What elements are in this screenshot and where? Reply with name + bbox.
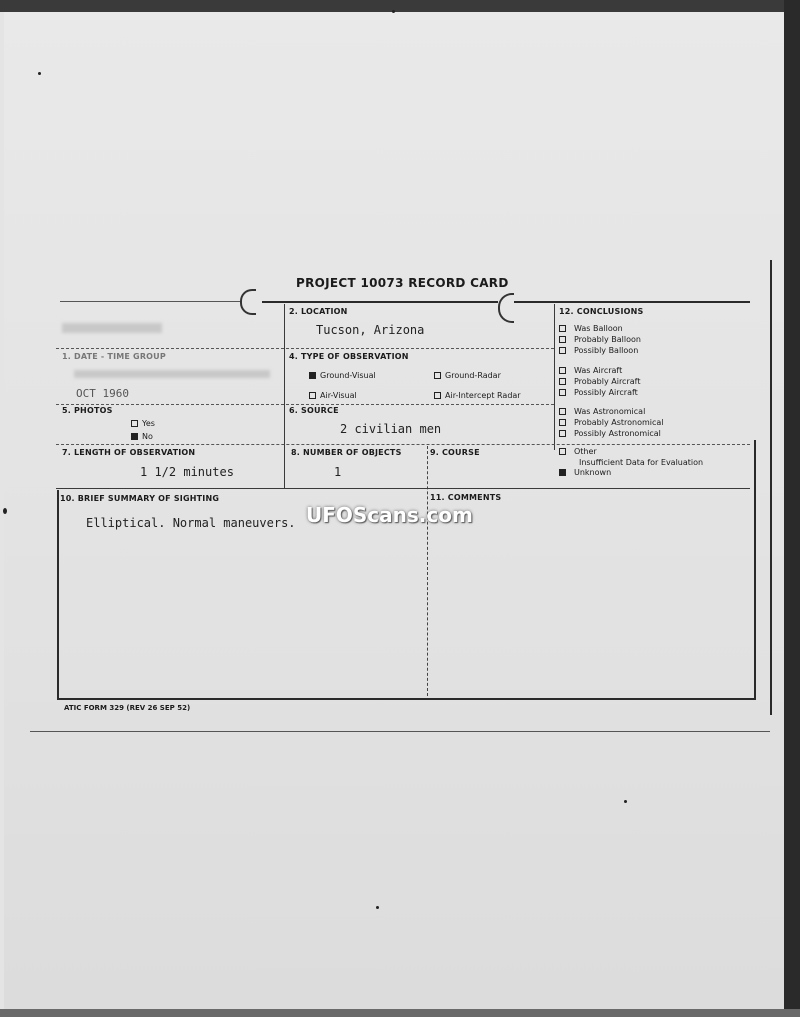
- checkbox: [131, 420, 138, 427]
- type-air-visual: Air-Visual: [309, 391, 357, 400]
- checkbox: [559, 378, 566, 385]
- row-divider: [56, 348, 554, 349]
- top-rule: [514, 301, 750, 303]
- checkbox: [559, 347, 566, 354]
- summary-label: 10. BRIEF SUMMARY OF SIGHTING: [60, 494, 220, 503]
- top-rule: [262, 301, 498, 303]
- checkbox: [559, 336, 566, 343]
- redacted-area: [62, 323, 162, 333]
- checkbox: [559, 419, 566, 426]
- row-divider: [56, 444, 750, 445]
- column-divider: [427, 446, 429, 696]
- speck: [392, 10, 395, 13]
- conclusion-item: Possibly Balloon: [559, 346, 638, 356]
- length-value: 1 1/2 minutes: [140, 465, 234, 479]
- conclusion-item: Was Aircraft: [559, 366, 622, 376]
- checkbox: [434, 372, 441, 379]
- checkbox: [559, 389, 566, 396]
- date-value: OCT 1960: [76, 387, 129, 400]
- checkbox-checked: [559, 469, 566, 476]
- type-label: 4. TYPE OF OBSERVATION: [289, 352, 409, 361]
- conclusion-item: Possibly Astronomical: [559, 429, 661, 439]
- objects-label: 8. NUMBER OF OBJECTS: [291, 448, 402, 457]
- conclusions-label: 12. CONCLUSIONS: [559, 307, 644, 316]
- redacted-area: [74, 370, 270, 378]
- card-title: PROJECT 10073 RECORD CARD: [296, 276, 509, 290]
- column-divider: [554, 304, 555, 450]
- conclusion-item: Other: [559, 447, 597, 457]
- summary-value: Elliptical. Normal maneuvers.: [86, 516, 296, 530]
- conclusion-item: Was Astronomical: [559, 407, 645, 417]
- checkbox: [559, 408, 566, 415]
- length-label: 7. LENGTH OF OBSERVATION: [62, 448, 196, 457]
- scan-border-bottom: [0, 1009, 800, 1017]
- page-edge: [770, 260, 772, 715]
- checkbox: [434, 392, 441, 399]
- checkbox: [559, 430, 566, 437]
- source-label: 6. SOURCE: [289, 406, 339, 415]
- page-fold: [30, 731, 770, 732]
- photos-yes: Yes: [131, 419, 155, 428]
- conclusion-item: Unknown: [559, 468, 611, 478]
- checkbox: [309, 392, 316, 399]
- speck: [38, 72, 41, 75]
- type-ground-radar: Ground-Radar: [434, 371, 501, 380]
- checkbox: [559, 367, 566, 374]
- photos-no: No: [131, 432, 153, 441]
- comments-label: 11. COMMENTS: [430, 493, 502, 502]
- checkbox: [559, 325, 566, 332]
- conclusion-item: Insufficient Data for Evaluation: [579, 458, 704, 467]
- conclusion-item: Probably Aircraft: [559, 377, 640, 387]
- checkbox: [559, 448, 566, 455]
- form-footer: ATIC FORM 329 (REV 26 SEP 52): [64, 704, 191, 712]
- watermark: UFOScans.com: [306, 503, 473, 527]
- top-rule: [60, 301, 240, 302]
- card-border-bottom: [57, 698, 756, 700]
- type-ground-visual: Ground-Visual: [309, 371, 376, 380]
- checkbox-checked: [131, 433, 138, 440]
- course-label: 9. COURSE: [430, 448, 480, 457]
- speck: [376, 906, 379, 909]
- scan-border-right: [784, 0, 800, 1017]
- source-value: 2 civilian men: [340, 422, 442, 436]
- speck: [3, 508, 7, 514]
- row-divider: [56, 404, 554, 405]
- column-divider: [284, 304, 285, 489]
- type-air-intercept-radar: Air-Intercept Radar: [434, 391, 521, 400]
- location-label: 2. LOCATION: [289, 307, 348, 316]
- card-border-left: [57, 490, 59, 700]
- location-value: Tucson, Arizona: [316, 323, 425, 337]
- conclusion-item: Probably Balloon: [559, 335, 641, 345]
- checkbox-checked: [309, 372, 316, 379]
- objects-value: 1: [334, 465, 342, 479]
- scan-border-top: [0, 0, 800, 12]
- conclusion-item: Probably Astronomical: [559, 418, 664, 428]
- conclusion-item: Was Balloon: [559, 324, 623, 334]
- photos-label: 5. PHOTOS: [62, 406, 113, 415]
- conclusion-item: Possibly Aircraft: [559, 388, 638, 398]
- punch-arc: [240, 289, 256, 315]
- speck: [624, 800, 627, 803]
- card-border-right: [754, 440, 756, 700]
- date-label: 1. DATE - TIME GROUP: [62, 352, 166, 361]
- row-divider: [56, 488, 750, 489]
